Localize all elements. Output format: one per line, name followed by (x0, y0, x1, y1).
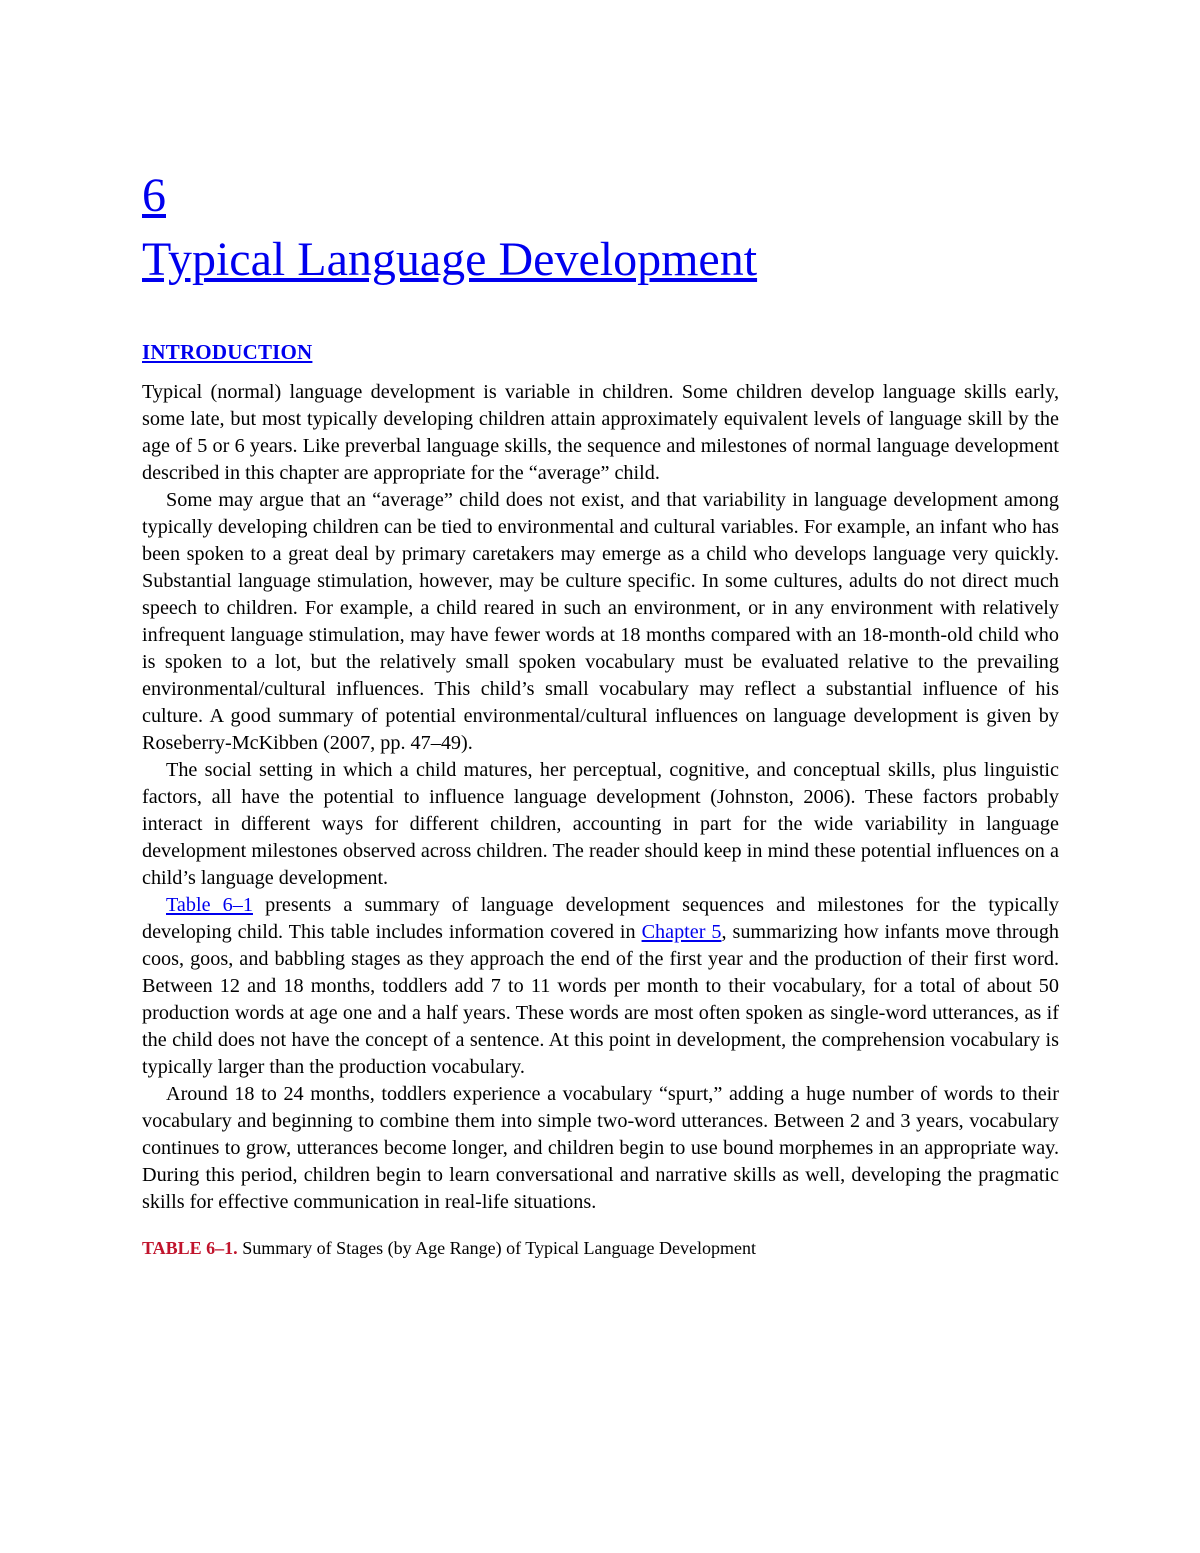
paragraph-4-text-1: presents a summary of language development sequences and milestones for the typically developing child. This table includes information covered in (142, 894, 1059, 944)
table-caption (142, 1236, 1059, 1260)
paragraph-4 (142, 892, 1059, 1081)
paragraph-3: The social setting in which a child matures, her perceptual, cognitive, and conceptual skills, plus linguistic factors, all have the potential to influence language development (Johnston, 2006). These factors probably interact in different ways for different children, accounting in part for the wide variability in language development milestones observed across children. The reader should keep in mind these potential influences on a child’s language development. (142, 759, 1059, 890)
table-6-1-link[interactable]: Table 6–1 (166, 894, 253, 917)
document-page (142, 170, 1059, 1260)
section-heading-introduction-link[interactable]: INTRODUCTION (142, 340, 313, 365)
chapter-5-link[interactable]: Chapter 5 (641, 921, 722, 944)
table-caption-text: Summary of Stages (by Age Range) of Typical Language Development (237, 1238, 756, 1259)
paragraph-5: Around 18 to 24 months, toddlers experience a vocabulary “spurt,” adding a huge number of words to their vocabulary and beginning to combine them into simple two-word utterances. Between 2 and 3 years, vocabulary continues to grow, utterances become longer, and children begin to use bound morphemes in an appropriate way. During this period, children begin to learn conversational and narrative skills as well, developing the pragmatic skills for effective communication in real-life situations. (142, 1083, 1059, 1214)
paragraph-1: Typical (normal) language development is variable in children. Some children develop language skills early, some late, but most typically developing children attain approximately equivalent levels of language skill by the age of 5 or 6 years. Like preverbal language skills, the sequence and milestones of normal language development described in this chapter are appropriate for the “average” child. (142, 381, 1059, 485)
paragraph-2: Some may argue that an “average” child does not exist, and that variability in language development among typically developing children can be tied to environmental and cultural variables. For example, an infant who has been spoken to a great deal by primary caretakers may emerge as a child who develops language very quickly. Substantial language stimulation, however, may be culture specific. In some cultures, adults do not direct much speech to children. For example, a child reared in such an environment, or in any environment with relatively infrequent language stimulation, may have fewer words at 18 months compared with an 18-month-old child who is spoken to a lot, but the relatively small spoken vocabulary must be evaluated relative to the prevailing environmental/cultural influences. This child’s small vocabulary may reflect a substantial influence of his culture. A good summary of potential environmental/cultural influences on language development is given by Roseberry-McKibben (2007, pp. 47–49). (142, 489, 1059, 755)
table-caption-label: TABLE 6–1. (142, 1238, 238, 1259)
chapter-header (142, 170, 1059, 288)
chapter-number-link[interactable]: 6 (142, 169, 166, 222)
paragraph-4-text-2: , summarizing how infants move through coos, goos, and babbling stages as they approach the end of the first year and the production of their first word. Between 12 and 18 months, toddlers add 7 to 11 words per month to their vocabulary, for a total of about 50 production words at age one and a half years. These words are most often spoken as single-word utterances, as if the child does not have the concept of a sentence. At this point in development, the comprehension vocabulary is typically larger than the production vocabulary. (142, 921, 1060, 1079)
chapter-title-link[interactable]: Typical Language Development (142, 232, 758, 286)
